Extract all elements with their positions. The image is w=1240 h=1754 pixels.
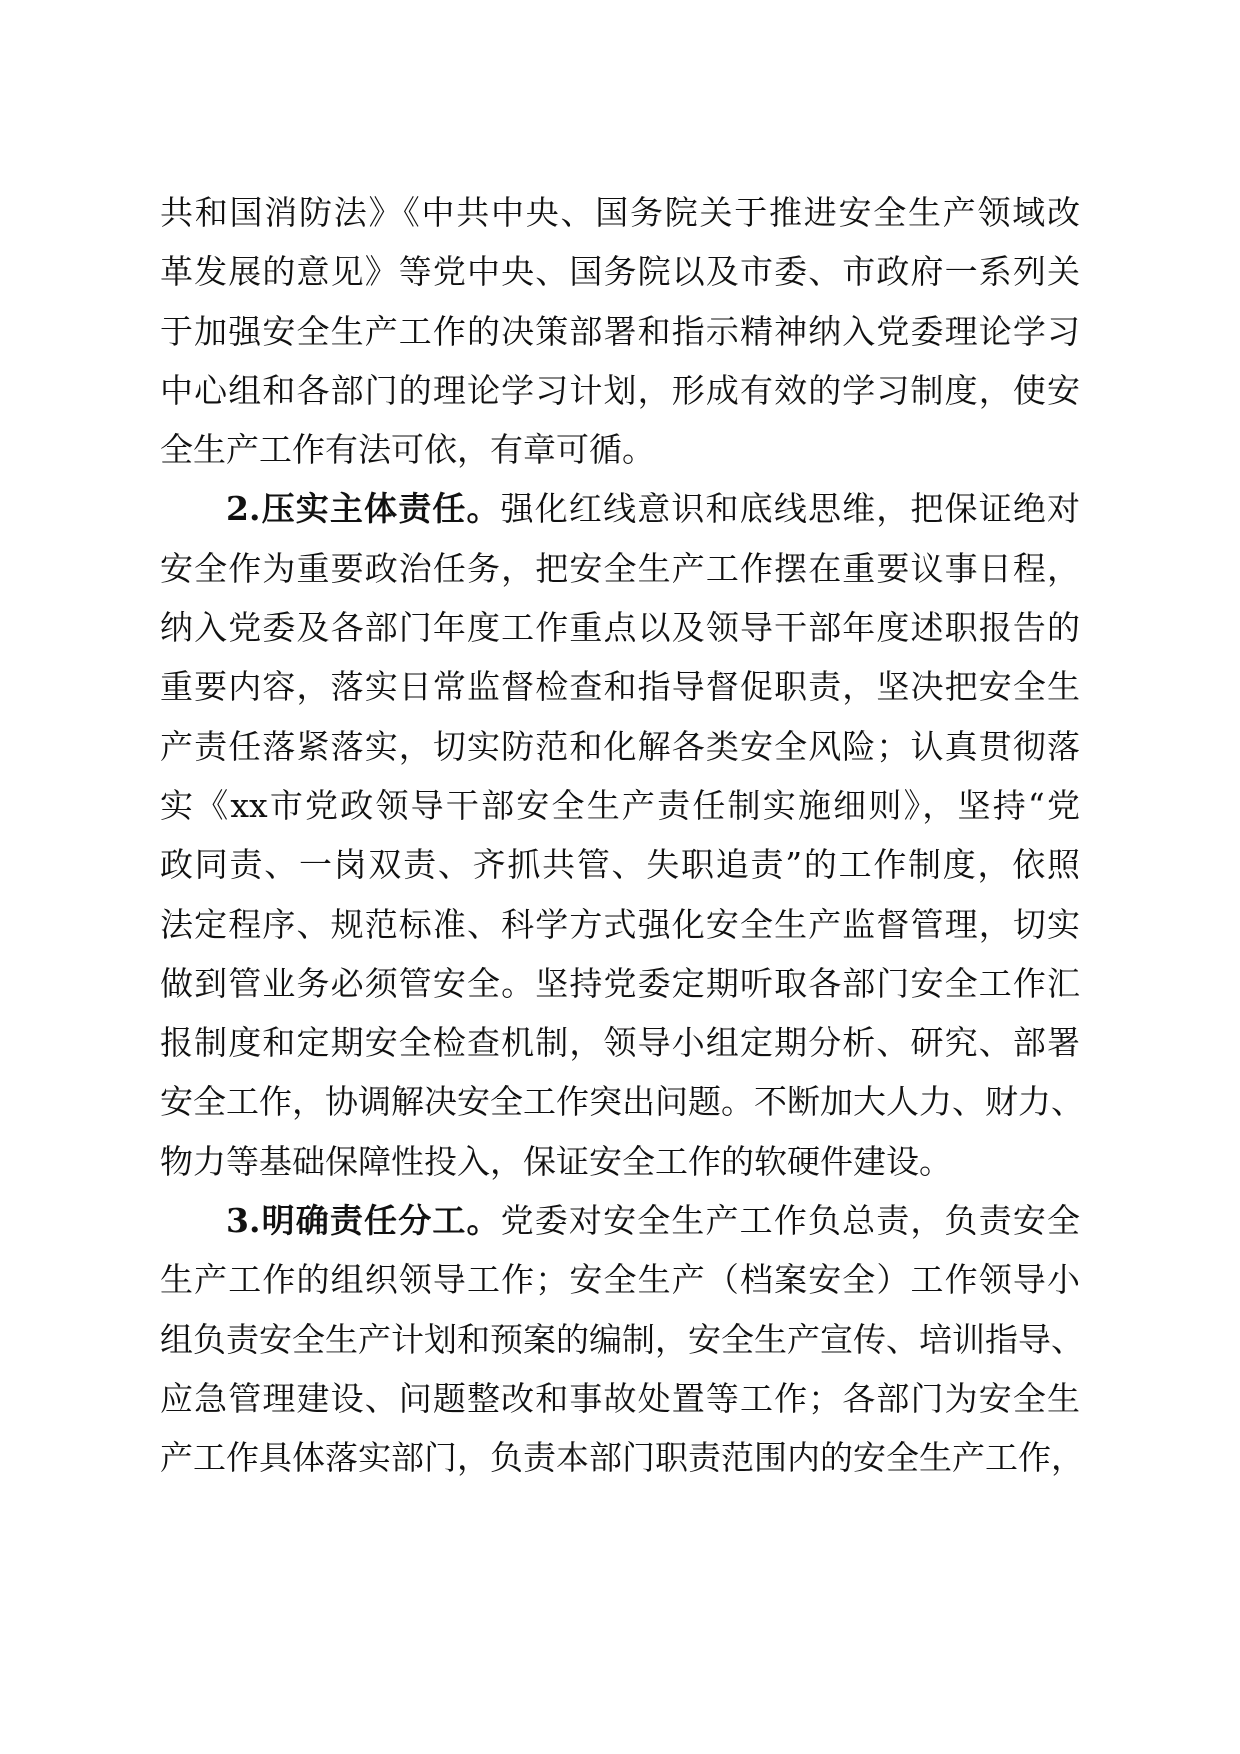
text-line: 报制度和定期安全检查机制，领导小组定期分析、研究、部署 (160, 1023, 1080, 1063)
text-line: 做到管业务必须管安全。坚持党委定期听取各部门安全工作汇 (160, 963, 1080, 1003)
text-line: 革发展的意见》等党中央、国务院以及市委、市政府一系列关 (160, 252, 1080, 292)
text-line: 组负责安全生产计划和预案的编制，安全生产宣传、培训指导、 (160, 1319, 1084, 1359)
text-line: 重要内容，落实日常监督检查和指导督促职责，坚决把安全生 (160, 667, 1080, 707)
text-line: 纳入党委及各部门年度工作重点以及领导干部年度述职报告的 (160, 608, 1080, 648)
section-heading: 2.压实主体责任。 (226, 489, 501, 529)
text-run: 党委对安全生产工作负总责，负责安全 (500, 1201, 1081, 1241)
section-heading: 3.明确责任分工。 (226, 1201, 501, 1241)
paragraph-1 (160, 183, 1080, 479)
text-line: 产工作具体落实部门，负责本部门职责范围内的安全生产工作， (160, 1438, 1084, 1478)
paragraph-first-line (160, 1191, 1080, 1250)
text-line: 全生产工作有法可依，有章可循。 (160, 430, 655, 470)
text-line: 生产工作的组织领导工作；安全生产（档案安全）工作领导小 (160, 1260, 1080, 1300)
text-line: 共和国消防法》《中共中央、国务院关于推进安全生产领域改 (160, 193, 1080, 232)
text-run: 强化红线意识和底线思维，把保证绝对 (500, 489, 1081, 529)
text-line: 产责任落紧落实，切实防范和化解各类安全风险；认真贯彻落 (160, 726, 1080, 766)
document-body (160, 183, 1084, 1488)
paragraph-3 (160, 1191, 1084, 1487)
text-line: 实《xx市党政领导干部安全生产责任制实施细则》，坚持“党 (160, 785, 1080, 825)
text-line: 中心组和各部门的理论学习计划，形成有效的学习制度，使安 (160, 370, 1080, 410)
text-line: 安全工作，协调解决安全工作突出问题。不断加大人力、财力、 (160, 1082, 1084, 1122)
text-line: 应急管理建设、问题整改和事故处置等工作；各部门为安全生 (160, 1378, 1080, 1418)
text-line: 于加强安全生产工作的决策部署和指示精神纳入党委理论学习 (160, 311, 1080, 351)
text-line: 安全作为重要政治任务，把安全生产工作摆在重要议事日程， (160, 548, 1080, 588)
text-line: 政同责、一岗双责、齐抓共管、失职追责”的工作制度，依照 (160, 845, 1080, 885)
paragraph-2 (160, 479, 1084, 1191)
paragraph-first-line (160, 479, 1080, 538)
text-line: 物力等基础保障性投入，保证安全工作的软硬件建设。 (160, 1141, 952, 1181)
text-line: 法定程序、规范标准、科学方式强化安全生产监督管理，切实 (160, 904, 1080, 944)
